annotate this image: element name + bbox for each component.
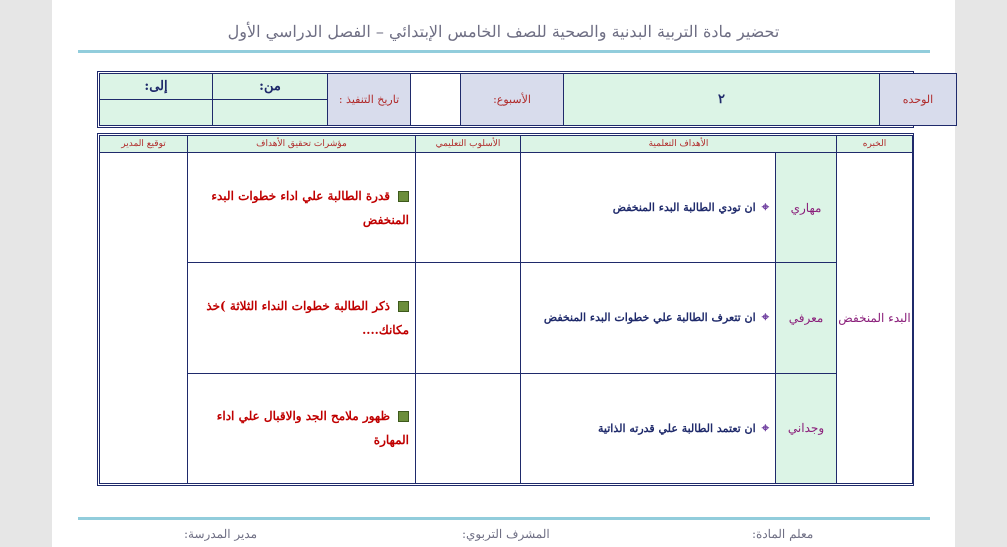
square-bullet-icon (398, 411, 409, 422)
plan-table (99, 135, 913, 484)
info-table-frame (97, 71, 934, 128)
objective-skill (521, 153, 776, 263)
from-cell (213, 74, 328, 126)
square-bullet-icon (398, 301, 409, 312)
header-objectives: الأهداف التعلمية (521, 136, 837, 153)
square-bullet-icon (398, 191, 409, 202)
crosshair-bullet-icon: ⌖ (761, 310, 770, 326)
unit-value: ٢ (564, 74, 880, 126)
date-label: تاريخ التنفيذ : (328, 74, 411, 126)
plan-table-frame (97, 133, 914, 486)
to-cell (100, 74, 213, 126)
method-cell[interactable] (416, 263, 521, 373)
week-value[interactable] (411, 74, 461, 126)
indicator-text: ظهور ملامح الجد والاقبال علي اداء المهارة (216, 409, 409, 448)
lesson-name: البدء المنخفض (837, 153, 913, 484)
principal-signature-cell[interactable] (100, 153, 188, 484)
crosshair-bullet-icon: ⌖ (761, 420, 770, 436)
method-cell[interactable] (416, 373, 521, 483)
supervisor-signature-label: المشرف التربوي: (462, 527, 550, 541)
header-indicators: مؤشرات تحقيق الأهداف (188, 136, 416, 153)
to-label: إلى: (100, 74, 212, 100)
info-table (99, 73, 957, 126)
footer-rule (78, 517, 930, 520)
crosshair-bullet-icon: ⌖ (761, 200, 770, 216)
indicator-text: ذكر الطالبة خطوات النداء الثلاثة )خذ مكانك.... (206, 298, 409, 337)
header-lesson: الخبره (837, 136, 913, 153)
domain-skill: مهاري (776, 153, 837, 263)
objective-text: ان تعتمد الطالبة علي قدرته الذاتية (598, 421, 756, 435)
header-principal-signature: توقيع المدير (100, 136, 188, 153)
from-label: من: (213, 74, 327, 100)
objective-text: ان تودي الطالبة البدء المنخفض (612, 201, 756, 215)
domain-affective: وجداني (776, 373, 837, 483)
week-label: الأسبوع: (461, 74, 564, 126)
indicator-affective (188, 373, 416, 483)
domain-cognitive: معرفي (776, 263, 837, 373)
document-page (52, 0, 955, 547)
principal-signature-label: مدير المدرسة: (184, 527, 258, 541)
header-rule (78, 50, 930, 53)
indicator-skill (188, 153, 416, 263)
indicator-cognitive (188, 263, 416, 373)
objective-cognitive (521, 263, 776, 373)
objective-affective (521, 373, 776, 483)
to-value[interactable] (100, 100, 212, 126)
objective-text: ان تتعرف الطالبة علي خطوات البدء المنخفض (543, 311, 756, 325)
indicator-text: قدرة الطالبة علي اداء خطوات البدء المنخفض (211, 188, 409, 227)
from-value[interactable] (213, 100, 327, 126)
method-cell[interactable] (416, 153, 521, 263)
teacher-signature-label: معلم المادة: (752, 527, 814, 541)
unit-label: الوحده (880, 74, 957, 126)
header-method: الأسلوب التعليمي (416, 136, 521, 153)
page-title: تحضير مادة التربية البدنية والصحية للصف الخامس الإبتدائي – الفصل الدراسي الأول (227, 22, 780, 41)
